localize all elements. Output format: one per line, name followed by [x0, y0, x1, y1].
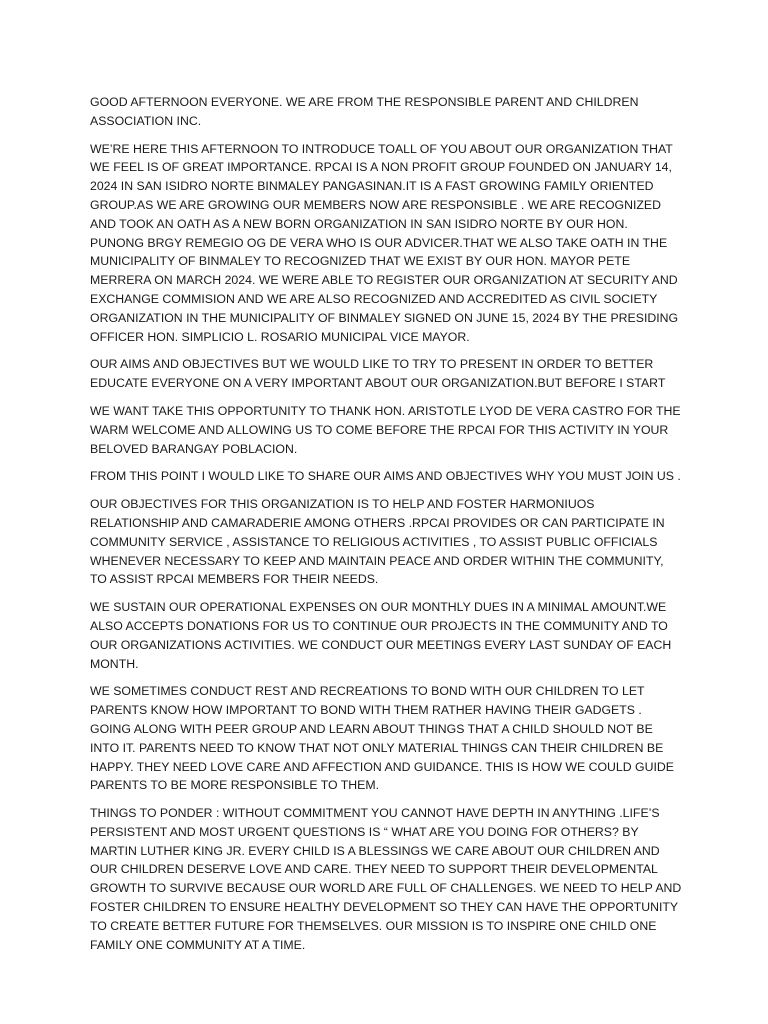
paragraph-things-to-ponder: THINGS TO PONDER : WITHOUT COMMITMENT YOU CANNOT HAVE DEPTH IN ANYTHING .LIFE’S PERSISTENT AND MOST URGENT QUESTIONS IS “ WHAT ARE YOU DOING FOR OTHERS? BY MARTIN LUTHER KING JR. EVERY CHILD IS A BLESSINGS WE CARE ABOUT OUR CHILDREN AND OUR CHILDREN DESERVE LOVE AND CARE. THEY NEED TO SUPPORT THEIR DEVELOPMENTAL GROWTH TO SURVIVE BECAUSE OUR WORLD ARE FULL OF CHALLENGES. WE NEED TO HELP AND FOSTER CHILDREN TO ENSURE HEALTHY DEVELOPMENT SO THEY CAN HAVE THE OPPORTUNITY TO CREATE BETTER FUTURE FOR THEMSELVES. OUR MISSION IS TO INSPIRE ONE CHILD ONE FAMILY ONE COMMUNITY AT A TIME.: [90, 806, 682, 952]
paragraph-greeting: GOOD AFTERNOON EVERYONE. WE ARE FROM THE RESPONSIBLE PARENT AND CHILDREN ASSOCIATION INC.: [90, 95, 639, 128]
paragraph-objectives: OUR OBJECTIVES FOR THIS ORGANIZATION IS TO HELP AND FOSTER HARMONIUOS RELATIONSHIP AND CAMARADERIE AMONG OTHERS .RPCAI PROVIDES OR CAN PARTICIPATE IN COMMUNITY SERVICE , ASSISTANCE TO RELIGIOUS ACTIVITIES , TO ASSIST PUBLIC OFFICIALS WHENEVER NECESSARY TO KEEP AND MAINTAIN PEACE AND ORDER WITHIN THE COMMUNITY, TO ASSIST RPCAI MEMBERS FOR THEIR NEEDS.: [90, 497, 665, 587]
paragraph-aims-intro: OUR AIMS AND OBJECTIVES BUT WE WOULD LIKE TO TRY TO PRESENT IN ORDER TO BETTER EDUCATE EVERYONE ON A VERY IMPORTANT ABOUT OUR ORGANIZATION.BUT BEFORE I START: [90, 357, 666, 391]
paragraph-introduction: WE’RE HERE THIS AFTERNOON TO INTRODUCE TOALL OF YOU ABOUT OUR ORGANIZATION THAT WE FEEL IS OF GREAT IMPORTANCE. RPCAI IS A NON PROFIT GROUP FOUNDED ON JANUARY 14, 2024 IN SAN ISIDRO NORTE BINMALEY PANGASINAN.IT IS A FAST GROWING FAMILY ORIENTED GROUP.AS WE ARE GROWING OUR MEMBERS NOW ARE RESPONSIBLE . WE ARE RECOGNIZED AND TOOK AN OATH AS A NEW BORN ORGANIZATION IN SAN ISIDRO NORTE BY OUR HON. PUNONG BRGY REMEGIO OG DE VERA WHO IS OUR ADVICER.THAT WE ALSO TAKE OATH IN THE MUNICIPALITY OF BINMALEY TO RECOGNIZED THAT WE EXIST BY OUR HON. MAYOR PETE MERRERA ON MARCH 2024. WE WERE ABLE TO REGISTER OUR ORGANIZATION AT SECURITY AND EXCHANGE COMMISION AND WE ARE ALSO RECOGNIZED AND ACCREDITED AS CIVIL SOCIETY ORGANIZATION IN THE MUNICIPALITY OF BINMALEY SIGNED ON JUNE 15, 2024 BY THE PRESIDING OFFICER HON. SIMPLICIO L. ROSARIO MUNICIPAL VICE MAYOR.: [90, 141, 679, 344]
document-page: [90, 93, 682, 963]
paragraph-recreation: WE SOMETIMES CONDUCT REST AND RECREATIONS TO BOND WITH OUR CHILDREN TO LET PARENTS KNOW HOW IMPORTANT TO BOND WITH THEM RATHER HAVING THEIR GADGETS . GOING ALONG WITH PEER GROUP AND LEARN ABOUT THINGS THAT A CHILD SHOULD NOT BE INTO IT. PARENTS NEED TO KNOW THAT NOT ONLY MATERIAL THINGS CAN THEIR CHILDREN BE HAPPY. THEY NEED LOVE CARE AND AFFECTION AND GUIDANCE. THIS IS HOW WE COULD GUIDE PARENTS TO BE MORE RESPONSIBLE TO THEM.: [90, 684, 674, 793]
paragraph-expenses: WE SUSTAIN OUR OPERATIONAL EXPENSES ON OUR MONTHLY DUES IN A MINIMAL AMOUNT.WE ALSO ACCEPTS DONATIONS FOR US TO CONTINUE OUR PROJECTS IN THE COMMUNITY AND TO OUR ORGANIZATIONS ACTIVITIES. WE CONDUCT OUR MEETINGS EVERY LAST SUNDAY OF EACH MONTH.: [90, 600, 672, 671]
paragraph-thanks: WE WANT TAKE THIS OPPORTUNITY TO THANK HON. ARISTOTLE LYOD DE VERA CASTRO FOR THE WARM WELCOME AND ALLOWING US TO COME BEFORE THE RPCAI FOR THIS ACTIVITY IN YOUR BELOVED BARANGAY POBLACION.: [90, 403, 681, 456]
paragraph-share-aims: FROM THIS POINT I WOULD LIKE TO SHARE OUR AIMS AND OBJECTIVES WHY YOU MUST JOIN US .: [90, 469, 681, 484]
